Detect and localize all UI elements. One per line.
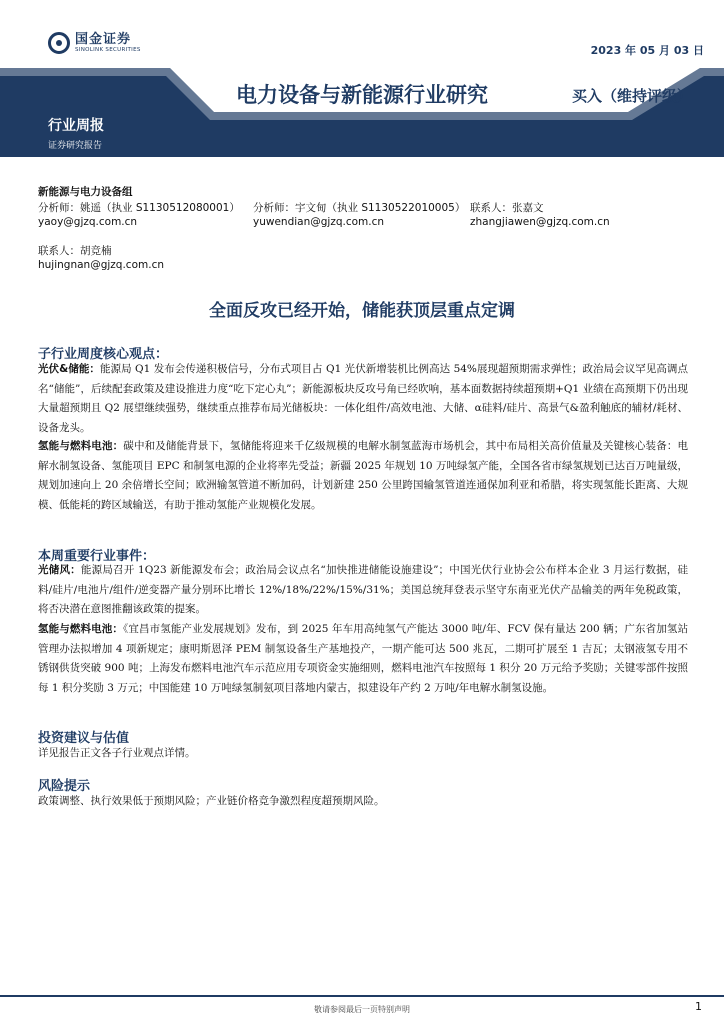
h2-label: 氢能与燃料电池： [38, 440, 124, 452]
pv-label: 光伏&储能： [38, 363, 100, 375]
analyst-2-name: 分析师：宇文甸（执业 S1130522010005） [253, 202, 466, 214]
report-headline: 全面反攻已经开始，储能获顶层重点定调 [209, 301, 515, 321]
paragraph-hydrogen [38, 437, 688, 515]
logo-en-text: SINOLINK SECURITIES [75, 46, 141, 53]
logo-mark-icon [48, 32, 70, 54]
paragraph-investment: 详见报告正文各子行业观点详情。 [38, 747, 196, 759]
contact-2-email[interactable]: hujingnan@gjzq.com.cn [38, 259, 164, 271]
pv-text: 能源局 Q1 发布会传递积极信号，分布式项目占 Q1 光伏新增装机比例高达 54%展现超预期需求弹性；政治局会议罕见高调点名“储能”，后续配套政策及建设推进力度“吃下定心丸”；新能源板块反攻号角已经吹响，基本面数据持续超预期+Q1 业绩在高预期下仍出现大量超预期且 Q2 展望继续强势，继续重点推荐布局光储板块：一体化组件/高效电池、大储、α硅料/硅片、高景气&盈利触底的辅材/耗材、设备龙头。 [38, 363, 688, 434]
contact-1-name: 联系人：张嘉文 [470, 202, 544, 214]
logo-cn-text: 国金证券 [75, 31, 132, 47]
report-title: 电力设备与新能源行业研究 [236, 83, 488, 107]
paragraph-pv-storage [38, 360, 688, 438]
event-h2-text: 《宜昌市氢能产业发展规划》发布，到 2025 年车用高纯氢气产能达 3000 吨/年、FCV 保有量达 200 辆；广东省加氢站管理办法拟增加 4 项新规定；康明斯恩泽 PEM 制氢设备生产基地投产，一期产能可达 500 兆瓦，二期可扩展至 1 吉瓦；太钢液氢专用不锈钢供货突破 900 吨；上海发布燃料电池汽车示范应用专项资金实施细则，燃料电池汽车按照每 1 积分 20 万元给予奖励；关键零部件按照每 1 积分奖励 3 万元；中国能建 10 万吨绿氢制氨项目落地内蒙古，拟建设年产约 2 万吨/年电解水制氢设施。 [38, 623, 688, 694]
h2-text: 碳中和及储能背景下，氢储能将迎来千亿级规模的电解水制氢蓝海市场机会，其中布局相关高价值量及关键核心装备：电解水制氢设备、氢能项目 EPC 和制氢电源的企业将率先受益；新疆 2025 年规划 10 万吨绿氢产能，全国各省市绿氢规划已达百万吨量级，规划加速向上 20 余倍增长空间；欧洲输氢管道不断加码，计划新建 250 公里跨国输氢管道连通保加利亚和希腊，将实现氢能长距离、大规模、低能耗的跨区域输送，有助于推动氢能产业规模化发展。 [38, 440, 689, 511]
analyst-team: 新能源与电力设备组 [38, 186, 133, 198]
section-risk-title: 风险提示 [38, 779, 91, 794]
header-banner [0, 0, 724, 157]
contact-2-name: 联系人：胡竞楠 [38, 245, 112, 257]
event-h2-label: 氢能与燃料电池： [38, 623, 123, 635]
contact-1-email[interactable]: zhangjiawen@gjzq.com.cn [470, 216, 610, 228]
footer-divider [0, 995, 724, 997]
report-category: 行业周报 [48, 118, 104, 134]
paragraph-events-hydrogen [38, 620, 688, 698]
section-core-views-title: 子行业周度核心观点： [38, 347, 169, 362]
analyst-2-email[interactable]: yuwendian@gjzq.com.cn [253, 216, 385, 228]
footer-disclaimer: 敬请参阅最后一页特别声明 [314, 1005, 410, 1014]
report-type: 证券研究报告 [48, 141, 103, 151]
event-pv-label: 光储风： [38, 564, 81, 576]
paragraph-events-pv [38, 561, 688, 620]
paragraph-risk: 政策调整、执行效果低于预期风险；产业链价格竞争激烈程度超预期风险。 [38, 795, 385, 807]
page-number: 1 [695, 1000, 702, 1013]
event-pv-text: 能源局召开 1Q23 新能源发布会；政治局会议点名“加快推进储能设施建设”；中国光伏行业协会公布样本企业 3 月运行数据，硅料/硅片/电池片/组件/逆变器产量分别环比增长 12%/18%/22%/15%/31%；美国总统拜登表示坚守东南亚光伏产品输美的两年免税政策，将否决潜在意图推翻该政策的提案。 [38, 564, 688, 615]
rating-label: 买入（维持评级） [572, 87, 693, 105]
section-investment-title: 投资建议与估值 [38, 731, 130, 746]
company-logo [48, 32, 141, 54]
section-events-title: 本周重要行业事件： [38, 549, 156, 564]
report-date: 2023 年 05 月 03 日 [590, 44, 704, 57]
analyst-1-name: 分析师：姚遥（执业 S1130512080001） [38, 202, 240, 214]
analyst-1-email[interactable]: yaoy@gjzq.com.cn [38, 216, 138, 228]
